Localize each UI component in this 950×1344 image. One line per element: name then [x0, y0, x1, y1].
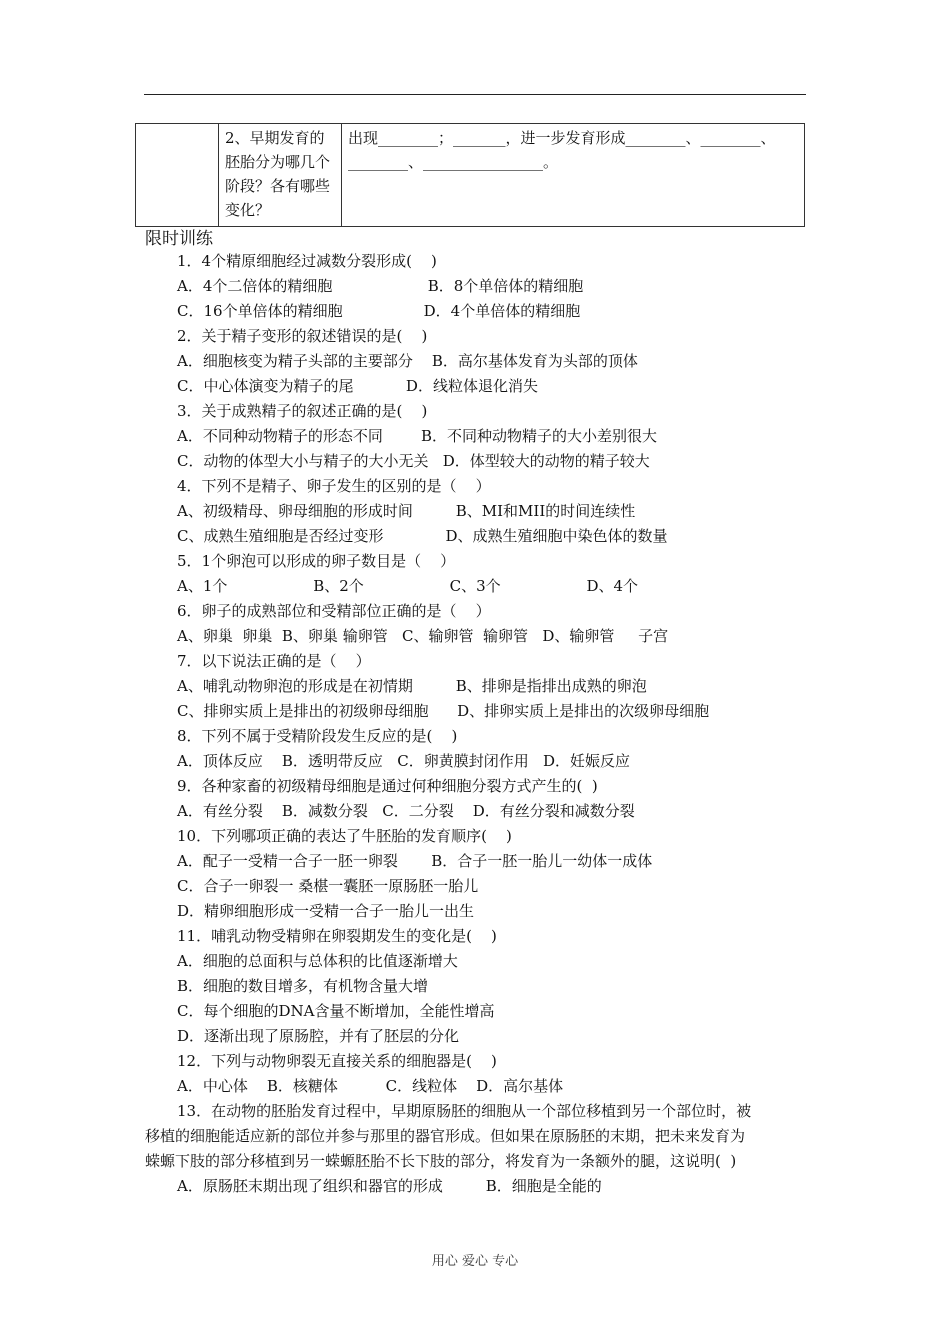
question-line: 9．各种家畜的初级精母细胞是通过何种细胞分裂方式产生的( ) [177, 777, 598, 795]
option-line: C．16个单倍体的精细胞 D．4个单倍体的精细胞 [177, 302, 581, 320]
question-line: 10．下列哪项正确的表达了牛胚胎的发育顺序( ) [177, 827, 512, 845]
option-line: D．精卵细胞形成一受精一合子一胎儿一出生 [177, 902, 475, 920]
option-line: C．中心体演变为精子的尾 D．线粒体退化消失 [177, 377, 538, 395]
option-line: C．合子一卵裂一 桑椹一囊胚一原肠胚一胎儿 [177, 877, 479, 895]
option-line: A．中心体 B．核糖体 C．线粒体 D．高尔基体 [177, 1077, 564, 1095]
question-line: 蝾螈下肢的部分移植到另一蝾螈胚胎不长下肢的部分，将发育为一条额外的腿，这说明( ) [145, 1152, 737, 1170]
study-table [135, 123, 805, 227]
question-line: 11．哺乳动物受精卵在卵裂期发生的变化是( ) [177, 927, 497, 945]
option-line: C．动物的体型大小与精子的大小无关 D．体型较大的动物的精子较大 [177, 452, 650, 470]
option-line: A．有丝分裂 B．减数分裂 C．二分裂 D．有丝分裂和减数分裂 [177, 802, 635, 820]
option-line: D．逐渐出现了原肠腔，并有了胚层的分化 [177, 1027, 460, 1045]
option-line: A．4个二倍体的精细胞 B．8个单倍体的精细胞 [177, 277, 584, 295]
option-line: A．不同种动物精子的形态不同 B．不同种动物精子的大小差别很大 [177, 427, 658, 445]
table-cell-answer: 出现________；_______，进一步发育形成________、________、________、________________。 [342, 124, 805, 227]
question-line: 3．关于成熟精子的叙述正确的是( ) [177, 402, 428, 420]
table-cell-empty [136, 124, 219, 227]
option-line: C．每个细胞的DNA含量不断增加，全能性增高 [177, 1002, 495, 1020]
question-line: 12．下列与动物卵裂无直接关系的细胞器是( ) [177, 1052, 497, 1070]
question-line: 移植的细胞能适应新的部位并参与那里的器官形成。但如果在原肠胚的末期，把未来发育为 [145, 1127, 746, 1145]
page-footer: 用心 爱心 专心 [431, 1254, 519, 1269]
option-line: A、1个 B、2个 C、3个 D、4个 [177, 577, 639, 595]
option-line: A．配子一受精一合子一胚一卵裂 B．合子一胚一胎儿一幼体一成体 [177, 852, 653, 870]
question-line: 2．关于精子变形的叙述错误的是( ) [177, 327, 428, 345]
option-line: A、哺乳动物卵泡的形成是在初情期 B、排卵是指排出成熟的卵泡 [177, 677, 647, 695]
question-line: 4．下列不是精子、卵子发生的区别的是（ ） [177, 477, 491, 495]
header-rule [144, 94, 806, 95]
option-line: A、初级精母、卵母细胞的形成时间 B、MI和MII的时间连续性 [177, 502, 636, 520]
question-line: 13．在动物的胚胎发育过程中，早期原肠胚的细胞从一个部位移植到另一个部位时，被 [177, 1102, 752, 1120]
table-row [136, 124, 805, 227]
question-line: 6．卵子的成熟部位和受精部位正确的是（ ） [177, 602, 491, 620]
option-line: A、卵巢 卵巢 B、卵巢 输卵管 C、输卵管 输卵管 D、输卵管 子宫 [177, 627, 669, 645]
question-line: 1．4个精原细胞经过减数分裂形成( ) [177, 252, 437, 270]
option-line: C、排卵实质上是排出的初级卵母细胞 D、排卵实质上是排出的次级卵母细胞 [177, 702, 710, 720]
table-cell-question: 2、早期发育的胚胎分为哪几个阶段？各有哪些变化？ [219, 124, 342, 227]
option-line: B．细胞的数目增多，有机物含量大增 [177, 977, 429, 995]
question-line: 8．下列不属于受精阶段发生反应的是( ) [177, 727, 458, 745]
option-line: C、成熟生殖细胞是否经过变形 D、成熟生殖细胞中染色体的数量 [177, 527, 668, 545]
question-line: 7．以下说法正确的是（ ） [177, 652, 371, 670]
option-line: A．原肠胚末期出现了组织和器官的形成 B．细胞是全能的 [177, 1177, 602, 1195]
section-title: 限时训练 [145, 229, 213, 249]
question-line: 5．1个卵泡可以形成的卵子数目是（ ） [177, 552, 456, 570]
option-line: A．细胞核变为精子头部的主要部分 B．高尔基体发育为头部的顶体 [177, 352, 638, 370]
option-line: A．细胞的总面积与总体积的比值逐渐增大 [177, 952, 458, 970]
option-line: A．顶体反应 B．透明带反应 C．卵黄膜封闭作用 D．妊娠反应 [177, 752, 631, 770]
